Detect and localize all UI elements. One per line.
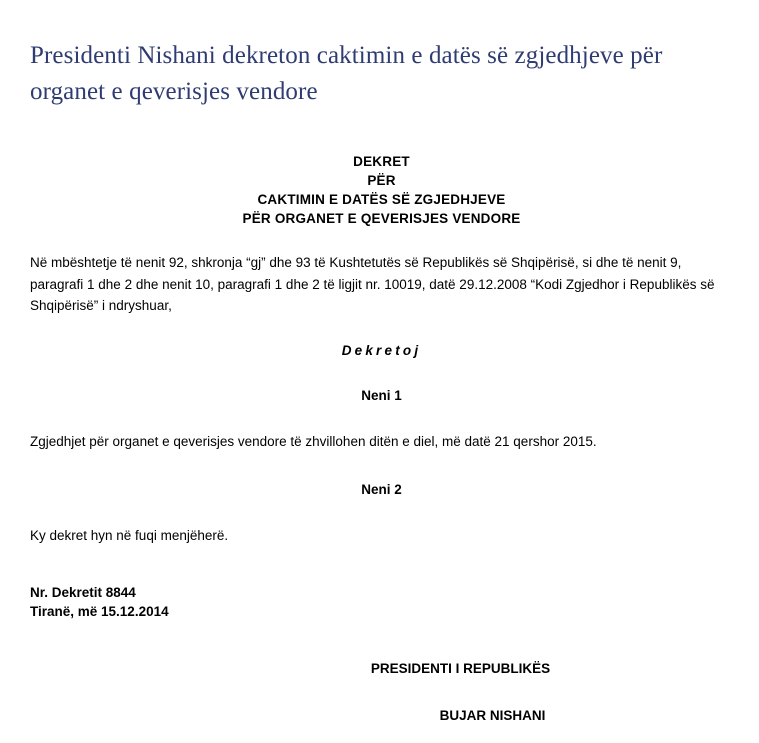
decree-heading-line-3: CAKTIMIN E DATËS SË ZGJEDHJEVE bbox=[257, 192, 506, 207]
decree-place-date: Tiranë, më 15.12.2014 bbox=[30, 603, 169, 619]
decree-heading-line-1: DEKRET bbox=[353, 154, 410, 169]
decree-meta-block bbox=[30, 583, 733, 621]
decree-heading-line-4: PËR ORGANET E QEVERISJES VENDORE bbox=[242, 211, 521, 226]
article-text-2: Ky dekret hyn në fuqi menjëherë. bbox=[30, 528, 229, 543]
article-heading-2: Neni 2 bbox=[361, 482, 402, 497]
signature-block bbox=[30, 661, 733, 723]
decree-verb: Dekretoj bbox=[341, 342, 422, 358]
article-text-1: Zgjedhjet për organet e qeverisjes vendore të zhvillohen ditën e diel, më datë 21 qershor 2015. bbox=[30, 433, 597, 449]
decree-number: Nr. Dekretit 8844 bbox=[30, 584, 136, 600]
page-title: Presidenti Nishani dekreton caktimin e datës së zgjedhjeve për organet e qeverisjes vendore bbox=[30, 42, 663, 105]
preamble-paragraph: Në mbështetje të nenit 92, shkronja “gj” dhe 93 të Kushtetutës së Republikës së Shqipërisë, si dhe të nenit 9, paragrafi 1 dhe 2 dhe nenit 10, paragrafi 1 dhe 2 të ligjit nr. 10019, datë 29.12.2008 “Kodi Zgjedhor i Republikës së Shqipërisë” i ndryshuar, bbox=[30, 255, 715, 313]
article-heading-1: Neni 1 bbox=[361, 387, 402, 403]
signature-name: BUJAR NISHANI bbox=[439, 707, 546, 723]
decree-heading-line-2: PËR bbox=[367, 173, 396, 188]
document-content bbox=[30, 0, 733, 723]
signature-title: PRESIDENTI I REPUBLIKËS bbox=[370, 660, 551, 676]
decree-heading-block bbox=[30, 152, 733, 228]
